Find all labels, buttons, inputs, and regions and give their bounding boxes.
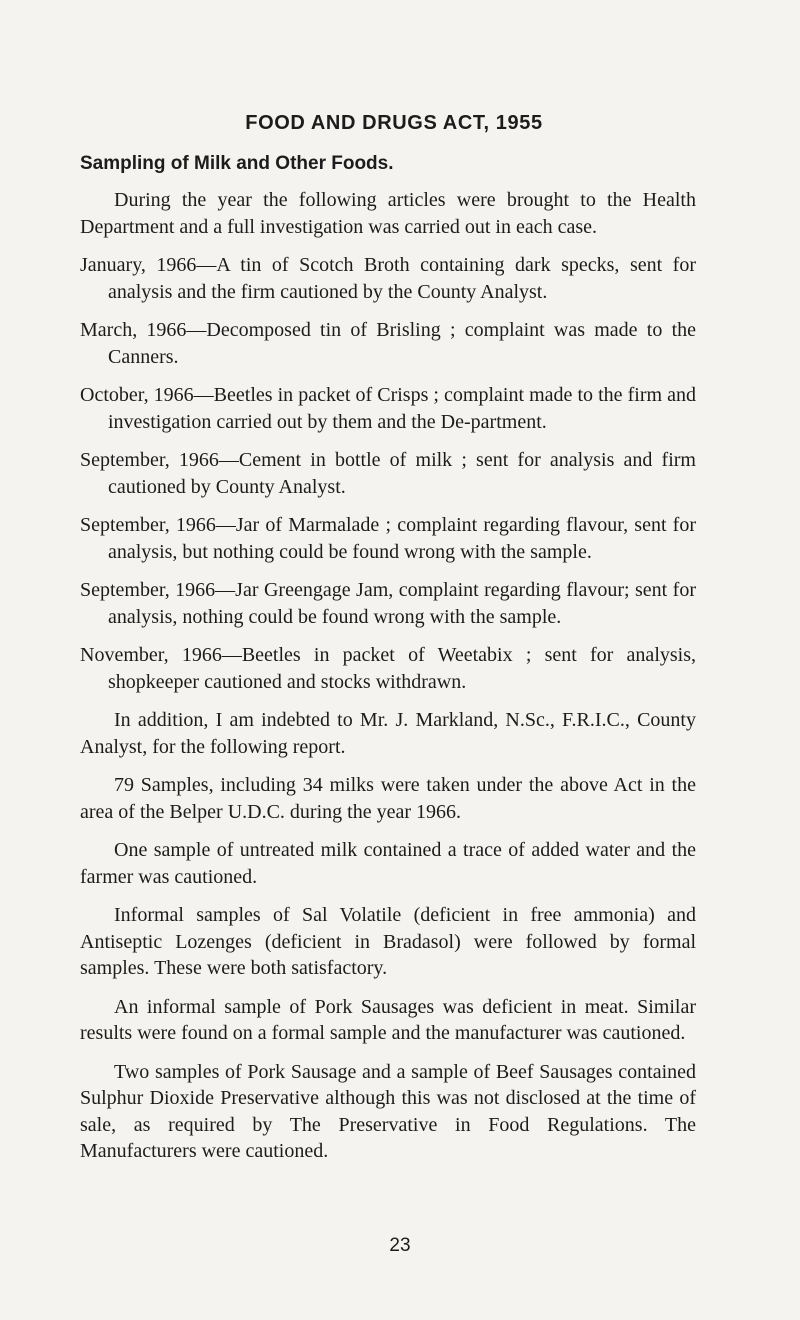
paragraph-informal-samples: Informal samples of Sal Volatile (deficient in free ammonia) and Antiseptic Lozenges (deficient in Bradasol) were followed by formal samples. These were both satisfactory. bbox=[80, 904, 696, 979]
entry-september-jam: September, 1966—Jar Greengage Jam, complaint regarding flavour; sent for analysis, nothing could be found wrong with the sample. bbox=[80, 579, 696, 628]
section-subheading: Sampling of Milk and Other Foods. bbox=[80, 153, 394, 174]
paragraph-samples-count: 79 Samples, including 34 milks were taken under the above Act in the area of the Belper U.D.C. during the year 1966. bbox=[80, 774, 696, 823]
intro-paragraph: During the year the following articles were brought to the Health Department and a full investigation was carried out in each case. bbox=[80, 189, 696, 238]
paragraph-pork-sausages: An informal sample of Pork Sausages was deficient in meat. Similar results were found on a formal sample and the manufacturer was cautioned. bbox=[80, 995, 696, 1044]
paragraph-sulphur-dioxide: Two samples of Pork Sausage and a sample of Beef Sausages contained Sulphur Dioxide Preservative although this was not disclosed at the time of sale, as required by The Preservative in Food Regulations. The Manufacturers were cautioned. bbox=[80, 1060, 696, 1162]
entry-january: January, 1966—A tin of Scotch Broth containing dark specks, sent for analysis and the firm cautioned by the County Analyst. bbox=[80, 254, 696, 303]
paragraph-indebted: In addition, I am indebted to Mr. J. Markland, N.Sc., F.R.I.C., County Analyst, for the following report. bbox=[80, 709, 696, 758]
entry-september-marmalade: September, 1966—Jar of Marmalade ; complaint regarding flavour, sent for analysis, but nothing could be found wrong with the sample. bbox=[80, 514, 696, 563]
paragraph-untreated-milk: One sample of untreated milk contained a trace of added water and the farmer was cautioned. bbox=[80, 839, 696, 888]
page-heading: FOOD AND DRUGS ACT, 1955 bbox=[245, 112, 543, 134]
entry-march: March, 1966—Decomposed tin of Brisling ; complaint was made to the Canners. bbox=[80, 319, 696, 368]
entry-october: October, 1966—Beetles in packet of Crisps ; complaint made to the firm and investigation carried out by them and the De-partment. bbox=[80, 384, 696, 433]
entry-september-cement: September, 1966—Cement in bottle of milk ; sent for analysis and firm cautioned by County Analyst. bbox=[80, 449, 696, 498]
entry-november: November, 1966—Beetles in packet of Weetabix ; sent for analysis, shopkeeper cautioned and stocks withdrawn. bbox=[80, 644, 696, 693]
page-number: 23 bbox=[389, 1235, 411, 1256]
